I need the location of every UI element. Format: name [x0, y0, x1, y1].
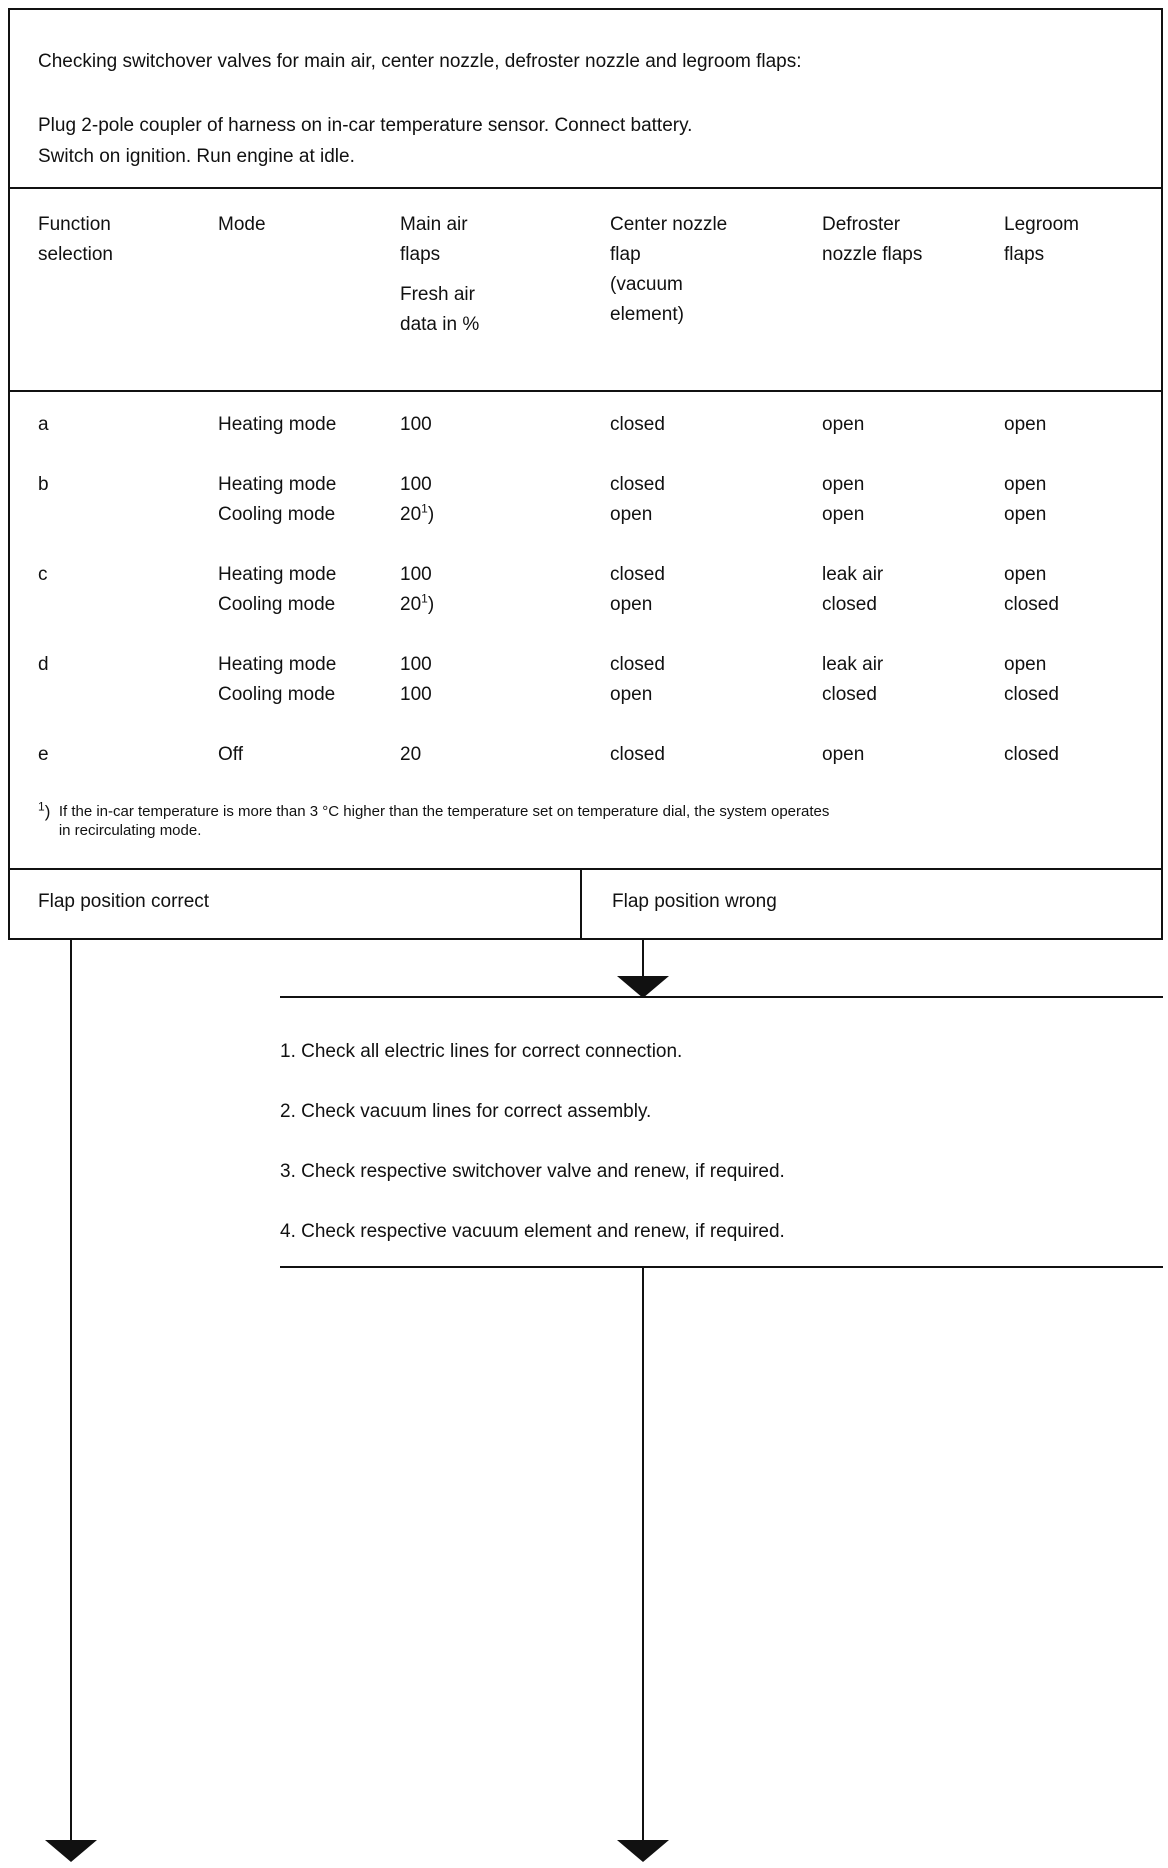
row-e-legroom: closed — [1004, 744, 1059, 765]
row-e-center-nozzle: closed — [610, 744, 665, 765]
header-legroom-flaps: Legroom flaps — [1004, 214, 1079, 265]
step-1: 1. Check all electric lines for correct connection. — [280, 1041, 683, 1062]
header-fresh-air-data: Fresh air data in % — [400, 284, 480, 335]
row-a-mode: Heating mode — [218, 414, 337, 435]
header-defroster-nozzle-flaps: Defroster nozzle flaps — [822, 214, 923, 265]
row-d-defroster: leak air closed — [822, 654, 884, 705]
arrow-down-icon — [45, 1840, 97, 1862]
arrow-down-icon — [617, 976, 669, 998]
step-3: 3. Check respective switchover valve and renew, if required. — [280, 1161, 785, 1182]
row-b-defroster: open open — [822, 474, 865, 525]
row-b-center-nozzle: closed open — [610, 474, 665, 525]
row-e-defroster: open — [822, 744, 865, 765]
row-d-center-nozzle: closed open — [610, 654, 665, 705]
row-d-mode: Heating mode Cooling mode — [218, 654, 337, 705]
header-mode: Mode — [218, 214, 266, 235]
row-a-defroster: open — [822, 414, 865, 435]
row-c-defroster: leak air closed — [822, 564, 884, 615]
footnote-text: If the in-car temperature is more than 3 °C higher than the temperature set on temperature dial, the system operates in recirculating mode. — [58, 803, 830, 839]
row-a-center-nozzle: closed — [610, 414, 665, 435]
row-a-function: a — [38, 414, 49, 435]
row-b-main-air-cooling: $20^1$) — [400, 501, 435, 525]
row-b-legroom: open open — [1004, 474, 1047, 525]
steps-bottom-rule — [280, 1266, 1163, 1268]
intro-instructions: Plug 2-pole coupler of harness on in-car temperature sensor. Connect battery. Switch on ignition. Run engine at idle. — [38, 115, 693, 167]
row-e-mode: Off — [218, 744, 243, 765]
result-correct: Flap position correct — [38, 891, 210, 912]
row-d-main-air: 100 100 — [400, 654, 432, 705]
row-e-main-air: 20 — [400, 744, 422, 765]
row-c-center-nozzle: closed open — [610, 564, 665, 615]
footnote: $^1$) If the in-car temperature is more than 3 °C higher than the temperature set on temperature dial, the system operates in recirculating mode. — [38, 799, 830, 839]
row-b-main-air: 100 — [400, 474, 432, 495]
row-b-mode: Heating mode Cooling mode — [218, 474, 337, 525]
step-2: 2. Check vacuum lines for correct assembly. — [280, 1101, 652, 1122]
footnote-mark: 1 — [38, 799, 45, 814]
flow-line-after-steps — [642, 1266, 644, 1840]
steps-top-rule — [280, 996, 1163, 998]
row-c-main-air: 100 — [400, 564, 432, 585]
divider-header — [8, 390, 1163, 392]
row-a-main-air: 100 — [400, 414, 432, 435]
row-c-function: c — [38, 564, 48, 585]
header-main-air-flaps: Main air flaps — [400, 214, 468, 265]
header-center-nozzle-flap: Center nozzle flap (vacuum element) — [610, 214, 728, 325]
row-d-legroom: open closed — [1004, 654, 1059, 705]
row-e-function: e — [38, 744, 49, 765]
flow-line-wrong — [642, 940, 644, 978]
step-4: 4. Check respective vacuum element and renew, if required. — [280, 1221, 785, 1242]
results-separator — [580, 868, 582, 940]
flow-line-correct — [70, 940, 72, 1840]
result-wrong: Flap position wrong — [612, 891, 777, 912]
row-d-function: d — [38, 654, 49, 675]
divider-results — [8, 868, 1163, 870]
row-b-function: b — [38, 474, 49, 495]
row-c-legroom: open closed — [1004, 564, 1059, 615]
header-function-selection: Function selection — [38, 214, 113, 265]
intro-heading: Checking switchover valves for main air, center nozzle, defroster nozzle and legroom flaps: — [38, 51, 802, 72]
row-a-legroom: open — [1004, 414, 1047, 435]
row-c-main-air-cooling: $20^1$) — [400, 591, 435, 615]
divider-intro — [8, 187, 1163, 189]
arrow-down-icon — [617, 1840, 669, 1862]
row-c-mode: Heating mode Cooling mode — [218, 564, 337, 615]
